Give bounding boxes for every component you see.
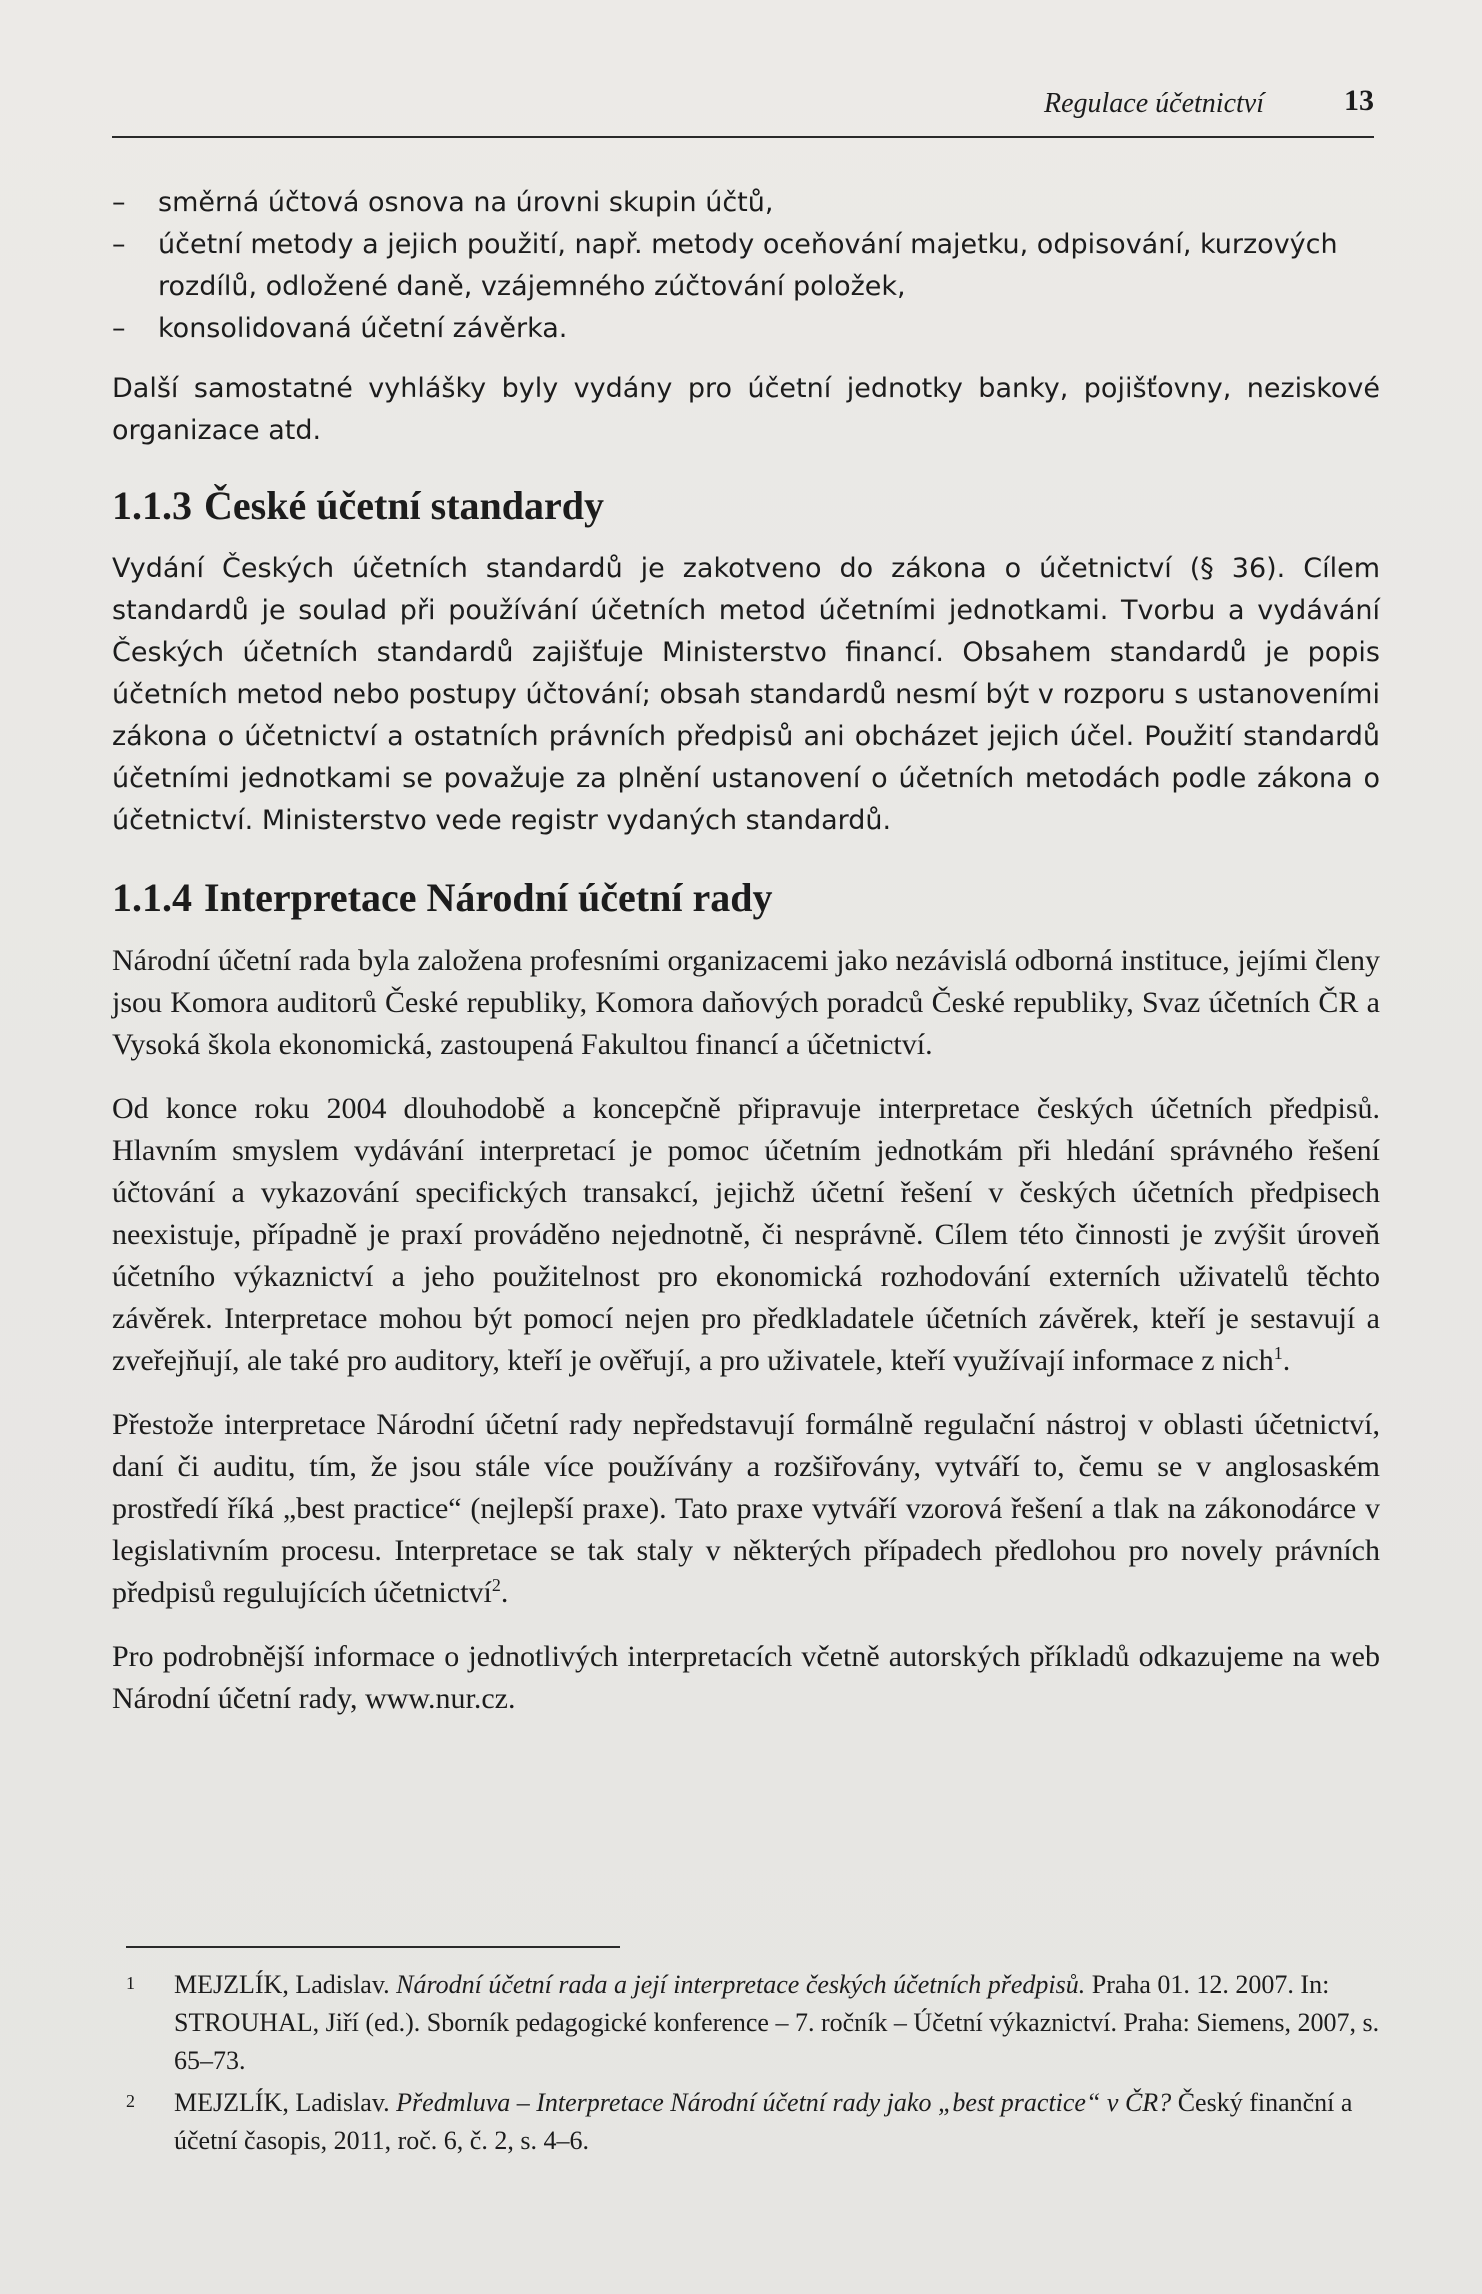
footnote-title: Národní účetní rada a její interpretace českých účetních předpisů.: [396, 1970, 1086, 1999]
section-number: 1.1.3: [112, 483, 192, 528]
footnote-mark: 1: [126, 1973, 135, 1993]
paragraph-end: .: [1282, 1344, 1291, 1377]
page-number: 13: [1344, 84, 1374, 117]
footnote-mark: 2: [126, 2091, 135, 2111]
intro-paragraph: Další samostatné vyhlášky byly vydány pro účetní jednotky banky, pojišťovny, neziskové organizace atd.: [112, 373, 1380, 446]
section-title: Interpretace Národní účetní rady: [204, 875, 773, 920]
paragraph-end: .: [500, 1576, 509, 1609]
paragraph: Pro podrobnější informace o jednotlivých interpretacích včetně autorských příkladů odkazujeme na web Národní účetní rady, www.nur.cz.: [112, 1640, 1380, 1715]
footnote-reference: 2: [491, 1575, 501, 1595]
footnote: [126, 1966, 1410, 2080]
section-number: 1.1.4: [112, 875, 192, 920]
footnote-reference: 1: [1273, 1343, 1283, 1363]
paragraph: Národní účetní rada byla založena profesními organizacemi jako nezávislá odborná instituce, jejími členy jsou Komora auditorů České republiky, Komora daňových poradců České republiky, Svaz účetních ČR a Vysoká škola ekonomická, zastoupená Fakultou financí a účetnictví.: [112, 944, 1380, 1061]
list-item: – konsolidovaná účetní závěrka.: [112, 308, 1380, 350]
list-item: – směrná účtová osnova na úrovni skupin účtů,: [112, 182, 1380, 224]
footnote-details: Český finanční a účetní časopis, 2011, roč. 6, č. 2, s. 4–6.: [174, 2088, 1353, 2155]
footnote-details: Praha 01. 12. 2007. In: STROUHAL, Jiří (ed.). Sborník pedagogické konference – 7. ročník – Účetní výkaznictví. Praha: Siemens, 2007, s. 65–73.: [174, 1970, 1380, 2075]
dash-list: [112, 182, 1380, 350]
paragraph: [112, 1088, 1380, 1382]
running-header: [112, 72, 1374, 138]
section-title: České účetní standardy: [204, 483, 605, 528]
footnote: [126, 2084, 1410, 2160]
footnote-divider: [126, 1946, 620, 1948]
paragraph: [112, 1404, 1380, 1614]
footnote-title: Předmluva – Interpretace Národní účetní rady jako „best practice“ v ČR?: [396, 2088, 1172, 2117]
footnote-author: MEJZLÍK, Ladislav.: [174, 1970, 397, 1999]
paragraph-text: Přestože interpretace Národní účetní rady nepředstavují formálně regulační nástroj v oblasti účetnictví, daní či auditu, tím, že jsou stále více používány a rozšiřovány, vytváří to, čemu se v anglosaském prostředí říká „best practice“ (nejlepší praxe). Tato praxe vytváří vzorová řešení a tlak na zákonodárce v legislativním procesu. Interpretace se tak staly v některých případech předlohou pro novely právních předpisů regulujících účetnictví: [112, 1408, 1380, 1609]
section-heading-1-1-3: [112, 480, 1380, 532]
main-text: [112, 182, 1380, 1742]
header-chapter-title: Regulace účetnictví: [1044, 88, 1264, 119]
footnotes: [126, 1966, 1410, 2164]
list-item: – účetní metody a jejich použití, např. metody oceňování majetku, odpisování, kurzových rozdílů, odložené daně, vzájemného zúčtování položek,: [112, 224, 1380, 308]
paragraph-text: Od konce roku 2004 dlouhodobě a koncepčně připravuje interpretace českých účetních předpisů. Hlavním smyslem vydávání interpretací je pomoc účetním jednotkám při hledání správného řešení účtování a vykazování specifických transakcí, jejichž účetní řešení v českých účetních předpisech neexistuje, případně je praxí prováděno nejednotně, či nesprávně. Cílem této činnosti je zvýšit úroveň účetního výkaznictví a jeho použitelnost pro ekonomická rozhodování externích uživatelů těchto závěrek. Interpretace mohou být pomocí nejen pro předkladatele účetních závěrek, kteří je sestavují a zveřejňují, ale také pro auditory, kteří je ověřují, a pro uživatele, kteří využívají informace z nich: [112, 1092, 1380, 1377]
paragraph: Vydání Českých účetních standardů je zakotveno do zákona o účetnictví (§ 36). Cílem standardů je soulad při používání účetních metod účetními jednotkami. Tvorbu a vydávání Českých účetních standardů zajišťuje Ministerstvo financí. Obsahem standardů je popis účetních metod nebo postupy účtování; obsah standardů nesmí být v rozporu s ustanoveními zákona o účetnictví a ostatních právních předpisů ani obcházet jejich účel. Použití standardů účetními jednotkami se považuje za plnění ustanovení o účetních metodách podle zákona o účetnictví. Ministerstvo vede registr vydaných standardů.: [112, 553, 1380, 836]
section-heading-1-1-4: [112, 872, 1380, 924]
footnote-author: MEJZLÍK, Ladislav.: [174, 2088, 397, 2117]
